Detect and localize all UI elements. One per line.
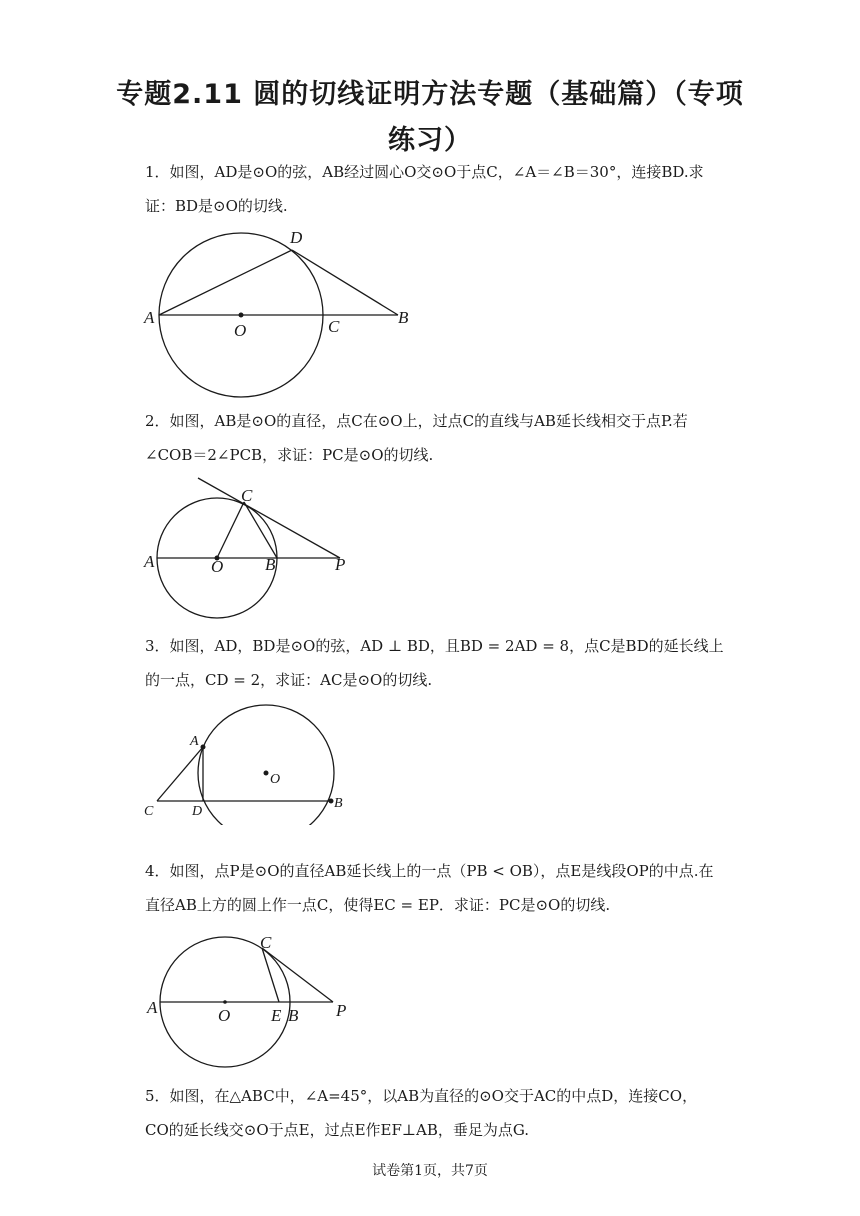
question-text-line: 4．如图，点P是⊙O的直径AB延长线上的一点（PB < OB），点E是线段OP的中点.在	[145, 862, 714, 880]
circle-o	[198, 705, 334, 825]
label-a: A	[144, 552, 155, 571]
label-c: C	[260, 933, 272, 952]
tangent-pc	[198, 478, 340, 558]
page-title: 专题2.11 圆的切线证明方法专题（基础篇）（专项	[116, 79, 744, 110]
label-c: C	[328, 317, 340, 336]
question-1	[145, 162, 725, 216]
question-2	[145, 411, 725, 465]
label-o: O	[234, 321, 247, 340]
chord-ad	[159, 250, 292, 315]
label-p: P	[336, 1001, 347, 1020]
label-d: D	[290, 228, 303, 247]
question-text-line: 3．如图，AD，BD是⊙O的弦，AD ⊥ BD，且BD = 2AD = 8，点C是BD的延长线上	[145, 637, 724, 655]
question-text-line: 直径AB上方的圆上作一点C，使得EC = EP．求证：PC是⊙O的切线.	[145, 896, 611, 914]
label-a: A	[190, 734, 199, 749]
tangent-pc	[262, 948, 333, 1002]
label-p: P	[335, 555, 346, 574]
question-text-line: CO的延长线交⊙O于点E，过点E作EF⊥AB，垂足为点G.	[145, 1121, 530, 1139]
question-4	[145, 861, 725, 915]
label-d: D	[192, 804, 203, 819]
tangent-ac	[157, 747, 203, 801]
label-b: B	[265, 555, 276, 574]
center-point	[239, 313, 244, 318]
radius-oc	[217, 502, 244, 558]
label-c: C	[144, 804, 154, 819]
label-a: A	[147, 998, 158, 1017]
question-text-line: 1．如图，AD是⊙O的弦，AB经过圆心O交⊙O于点C，∠A＝∠B＝30°，连接BD.求	[145, 163, 704, 181]
label-o: O	[270, 772, 281, 787]
label-a: A	[144, 308, 155, 327]
figure-3	[140, 700, 360, 825]
point-b	[329, 799, 334, 804]
page-footer: 试卷第1页，共7页	[372, 1163, 488, 1179]
label-b: B	[288, 1006, 299, 1025]
figure-1	[140, 225, 430, 400]
question-text-line: 5．如图，在△ABC中，∠A=45°，以AB为直径的⊙O交于AC的中点D，连接CO，	[145, 1087, 698, 1105]
label-b: B	[334, 796, 343, 811]
point-a	[201, 745, 206, 750]
question-text-line: 的一点，CD = 2，求证：AC是⊙O的切线.	[145, 671, 433, 689]
figure-2	[140, 474, 370, 624]
label-b: B	[398, 308, 409, 327]
center-point	[223, 1000, 227, 1004]
question-text-line: 证：BD是⊙O的切线.	[145, 197, 288, 215]
tangent-bd	[292, 250, 398, 315]
question-5	[145, 1086, 725, 1140]
label-o: O	[218, 1006, 231, 1025]
question-text-line: ∠COB＝2∠PCB，求证：PC是⊙O的切线.	[145, 446, 434, 464]
label-o: O	[211, 557, 224, 576]
figure-4	[140, 930, 370, 1075]
question-3	[145, 636, 725, 690]
question-text-line: 2．如图，AB是⊙O的直径，点C在⊙O上，过点C的直线与AB延长线相交于点P.若	[145, 412, 688, 430]
label-e: E	[271, 1006, 282, 1025]
page-title-continued: 练习）	[388, 125, 472, 156]
label-c: C	[241, 486, 253, 505]
center-point	[264, 771, 269, 776]
chord-cb	[244, 502, 277, 558]
